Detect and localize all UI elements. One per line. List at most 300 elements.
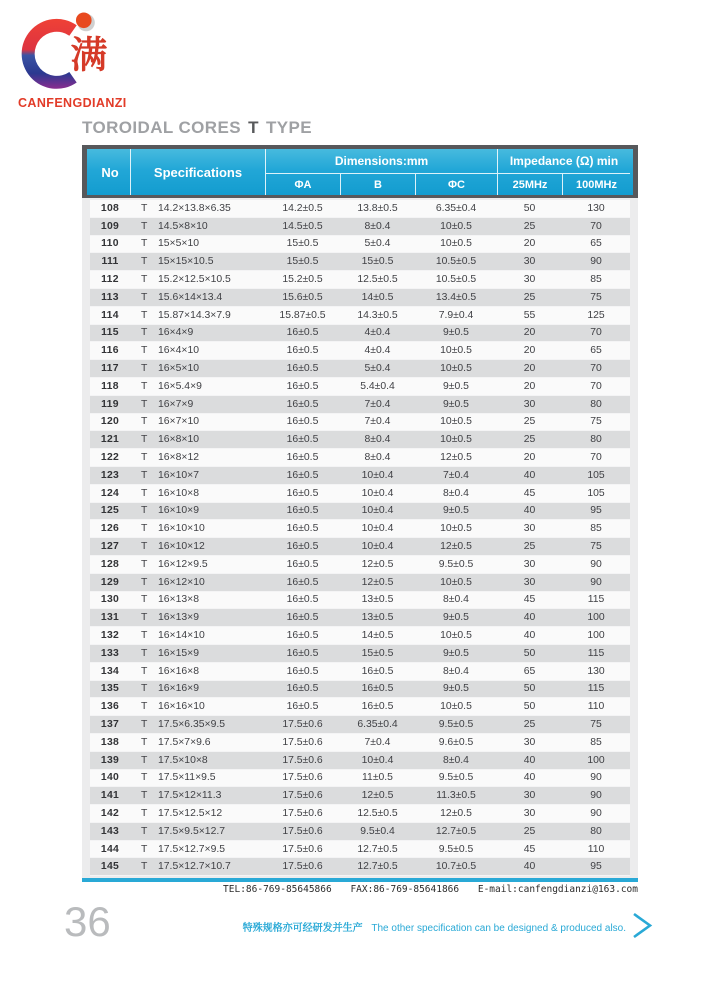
cell-phi-a: 16±0.5 (286, 469, 319, 481)
cell-b: 7±0.4 (364, 416, 391, 428)
cell-100mhz: 75 (590, 719, 602, 730)
cell-100mhz: 125 (587, 309, 605, 321)
cell-b: 12.5±0.5 (357, 807, 398, 819)
cell-spec (130, 701, 265, 712)
cell-phi-a: 16±0.5 (286, 363, 319, 375)
cell-no: 140 (100, 772, 120, 784)
cell-spec (130, 416, 265, 427)
cell-phi-c: 11.3±0.5 (436, 790, 476, 802)
cell-spec (130, 327, 265, 338)
cell-100mhz: 85 (590, 523, 602, 535)
cell-phi-a: 15.2±0.5 (282, 274, 323, 286)
cell-spec (130, 790, 265, 801)
cell-b: 10±0.4 (361, 541, 394, 553)
cell-phi-a: 16±0.5 (286, 701, 319, 713)
header-group-dimensions: Dimensions:mm (265, 149, 497, 173)
cell-b: 13±0.5 (361, 594, 394, 606)
cell-spec (130, 577, 265, 588)
table-row (90, 609, 630, 627)
cell-b: 16±0.5 (361, 701, 394, 713)
cell-spec (130, 399, 265, 410)
cell-b: 8±0.4 (364, 220, 391, 232)
spec-size: 16×8×10 (158, 434, 200, 446)
spec-prefix: T (141, 843, 148, 855)
title-t: T (248, 118, 259, 137)
cell-phi-a: 16±0.5 (286, 647, 319, 659)
cell-phi-a: 16±0.5 (286, 594, 319, 606)
cell-b: 14±0.5 (361, 630, 394, 642)
cell-phi-a: 16±0.5 (286, 505, 319, 517)
cell-25mhz: 30 (523, 790, 536, 802)
table-row (90, 218, 630, 236)
spec-size: 14.5×8×10 (158, 220, 208, 232)
table-row (90, 841, 630, 859)
cell-phi-a: 17.5±0.6 (282, 861, 323, 873)
cell-100mhz: 115 (587, 683, 605, 695)
cell-spec (130, 755, 265, 766)
table-row (90, 342, 630, 360)
cell-25mhz: 50 (523, 683, 536, 695)
cell-25mhz: 25 (523, 416, 536, 428)
header-cell-phi-c: ΦC (415, 173, 497, 195)
cell-no: 119 (101, 398, 119, 410)
cell-no: 109 (100, 220, 120, 232)
cell-phi-a: 17.5±0.6 (282, 772, 323, 784)
cell-no: 110 (101, 238, 119, 250)
table-row (90, 574, 630, 592)
cell-b: 5±0.4 (364, 363, 391, 375)
cell-b: 14.3±0.5 (357, 309, 398, 321)
table-row (90, 289, 630, 307)
table-row (90, 503, 630, 521)
cell-b: 5.4±0.4 (360, 380, 395, 392)
table-row (90, 663, 630, 681)
cell-no: 139 (100, 754, 120, 766)
cell-phi-c: 10±0.5 (440, 220, 472, 232)
cell-25mhz: 30 (523, 398, 536, 410)
cell-no: 108 (100, 202, 120, 214)
cell-phi-a: 16±0.5 (286, 327, 319, 339)
cell-no: 129 (100, 576, 120, 588)
crescent-logo-icon (18, 6, 110, 98)
cell-spec (130, 203, 265, 214)
spec-prefix: T (141, 772, 148, 784)
cell-no: 121 (100, 434, 120, 446)
cell-phi-c: 13.4±0.5 (435, 291, 477, 303)
table-row (90, 307, 630, 325)
cell-phi-a: 16±0.5 (286, 683, 319, 695)
spec-prefix: T (141, 220, 148, 232)
cell-25mhz: 50 (523, 647, 536, 659)
spec-size: 16×4×10 (158, 345, 200, 357)
cell-phi-a: 16±0.5 (286, 665, 319, 677)
cell-phi-c: 10±0.5 (440, 630, 472, 642)
cell-phi-a: 17.5±0.6 (282, 790, 323, 802)
cell-phi-a: 17.5±0.6 (282, 719, 323, 730)
table-row (90, 520, 630, 538)
cell-25mhz: 25 (523, 434, 536, 446)
table-row (90, 858, 630, 876)
spec-prefix: T (141, 558, 148, 570)
table-row (90, 271, 630, 289)
cell-no: 111 (101, 256, 119, 268)
cell-b: 7±0.4 (364, 736, 391, 748)
spec-size: 15.6×14×13.4 (158, 291, 223, 303)
cell-25mhz: 30 (523, 558, 536, 570)
cell-spec (130, 363, 265, 374)
cell-100mhz: 130 (587, 202, 605, 214)
cell-phi-a: 16±0.5 (286, 487, 319, 499)
cell-25mhz: 40 (523, 505, 536, 517)
footnote (243, 919, 626, 934)
cell-spec (130, 470, 265, 481)
cell-spec (130, 381, 265, 392)
cell-no: 120 (100, 416, 120, 428)
cell-phi-a: 16±0.5 (286, 541, 319, 553)
cell-spec (130, 238, 265, 249)
cell-25mhz: 20 (523, 238, 536, 250)
cell-100mhz: 90 (590, 772, 602, 784)
cell-100mhz: 65 (590, 238, 602, 250)
cell-no: 144 (100, 843, 120, 855)
cell-25mhz: 40 (523, 861, 536, 873)
cell-spec (130, 630, 265, 641)
cell-phi-c: 10±0.5 (440, 345, 472, 357)
cell-no: 115 (101, 327, 119, 339)
spec-size: 16×10×9 (158, 505, 200, 517)
cell-no: 145 (100, 861, 120, 873)
cell-no: 113 (101, 291, 119, 303)
cell-100mhz: 80 (590, 825, 602, 837)
cell-25mhz: 30 (523, 807, 536, 819)
cell-100mhz: 75 (590, 291, 602, 303)
cell-phi-a: 15.87±0.5 (279, 309, 326, 321)
table-row (90, 449, 630, 467)
spec-size: 17.5×10×8 (158, 754, 208, 766)
cell-b: 16±0.5 (361, 683, 394, 695)
cell-b: 4±0.4 (364, 327, 391, 339)
spec-size: 15×15×10.5 (158, 256, 214, 268)
spec-size: 17.5×12.7×10.7 (158, 861, 231, 873)
cell-phi-a: 17.5±0.6 (282, 843, 323, 855)
cell-phi-a: 16±0.5 (286, 452, 319, 464)
spec-size: 17.5×11×9.5 (158, 772, 216, 784)
spec-prefix: T (141, 683, 148, 695)
spec-size: 14.2×13.8×6.35 (158, 202, 231, 214)
cell-phi-a: 17.5±0.6 (282, 736, 323, 748)
cell-spec (130, 434, 265, 445)
spec-size: 16×16×9 (158, 683, 200, 695)
cell-100mhz: 70 (590, 452, 602, 464)
cell-phi-c: 10.7±0.5 (435, 861, 477, 873)
table-row (90, 467, 630, 485)
cell-phi-c: 8±0.4 (443, 665, 469, 677)
cell-b: 10±0.4 (361, 487, 394, 499)
cell-b: 12±0.5 (361, 576, 394, 588)
cell-spec (130, 274, 265, 285)
table-row (90, 787, 630, 805)
spec-size: 16×10×8 (158, 487, 200, 499)
spec-prefix: T (141, 238, 148, 250)
cell-b: 6.35±0.4 (357, 719, 398, 730)
cell-100mhz: 65 (590, 345, 602, 357)
spec-prefix: T (141, 719, 148, 730)
cell-b: 15±0.5 (361, 647, 394, 659)
page-number: 36 (64, 898, 111, 945)
cell-spec (130, 292, 265, 303)
spec-size: 16×8×12 (158, 452, 200, 464)
cell-100mhz: 90 (590, 576, 602, 588)
cell-b: 12.5±0.5 (357, 274, 398, 286)
cell-phi-c: 9±0.5 (443, 398, 469, 410)
spec-prefix: T (141, 345, 148, 357)
cell-100mhz: 115 (587, 647, 605, 659)
table-row (90, 592, 630, 610)
cell-100mhz: 105 (587, 469, 605, 481)
cell-spec (130, 452, 265, 463)
cell-25mhz: 30 (523, 274, 536, 286)
cell-25mhz: 45 (523, 594, 536, 606)
cell-phi-c: 12±0.5 (440, 452, 472, 464)
cell-no: 127 (100, 541, 120, 553)
table-row (90, 627, 630, 645)
table-row (90, 396, 630, 414)
spec-prefix: T (141, 291, 148, 303)
table-row (90, 253, 630, 271)
spec-prefix: T (141, 416, 148, 428)
cell-phi-c: 7.9±0.4 (438, 309, 474, 321)
contact-tel: TEL:86-769-85645866 (223, 884, 332, 895)
cell-25mhz: 65 (523, 665, 536, 677)
cell-100mhz: 115 (587, 594, 605, 606)
chevron-right-icon (631, 911, 655, 941)
spec-prefix: T (141, 594, 148, 606)
cell-b: 12±0.5 (361, 790, 394, 802)
table-row (90, 431, 630, 449)
cell-no: 136 (100, 701, 120, 713)
cell-100mhz: 90 (590, 256, 602, 268)
table-body (82, 198, 638, 878)
spec-prefix: T (141, 202, 148, 214)
table-row (90, 538, 630, 556)
table-header (82, 145, 638, 198)
footnote-chinese: 特殊规格亦可经研发并生产 (242, 923, 363, 934)
cell-100mhz: 110 (587, 701, 605, 713)
cell-spec (130, 523, 265, 534)
cell-25mhz: 25 (523, 719, 536, 730)
table-row (90, 770, 630, 788)
spec-size: 16×10×10 (158, 523, 205, 535)
cell-b: 12.7±0.5 (357, 843, 398, 855)
cell-no: 112 (101, 274, 119, 286)
cell-phi-a: 14.5±0.5 (282, 220, 323, 232)
cell-phi-c: 10.5±0.5 (435, 256, 477, 268)
cell-spec (130, 221, 265, 232)
cell-25mhz: 30 (523, 256, 536, 268)
cell-25mhz: 40 (523, 469, 536, 481)
spec-prefix: T (141, 309, 148, 321)
cell-phi-a: 16±0.5 (286, 345, 319, 357)
cell-phi-a: 15±0.5 (286, 256, 319, 268)
table-row (90, 823, 630, 841)
cell-25mhz: 20 (523, 380, 536, 392)
cell-spec (130, 310, 265, 321)
cell-no: 125 (100, 505, 120, 517)
spec-prefix: T (141, 754, 148, 766)
spec-table (82, 145, 638, 882)
spec-size: 17.5×12×11.3 (158, 790, 222, 802)
spec-prefix: T (141, 380, 148, 392)
table-row (90, 734, 630, 752)
cell-phi-c: 10±0.5 (440, 576, 472, 588)
cell-25mhz: 45 (523, 843, 536, 855)
spec-size: 16×5.4×9 (158, 380, 202, 392)
table-row (90, 556, 630, 574)
cell-phi-c: 9±0.5 (443, 683, 469, 695)
spec-size: 17.5×9.5×12.7 (158, 825, 226, 837)
cell-100mhz: 90 (590, 558, 602, 570)
cell-phi-c: 8±0.4 (443, 754, 469, 766)
cell-phi-c: 9.5±0.5 (438, 772, 474, 784)
spec-size: 17.5×12.5×12 (158, 807, 223, 819)
cell-b: 15±0.5 (361, 256, 394, 268)
spec-prefix: T (141, 701, 148, 713)
cell-spec (130, 826, 265, 837)
cell-100mhz: 70 (590, 363, 602, 375)
cell-no: 131 (100, 612, 120, 624)
table-row (90, 716, 630, 734)
cell-25mhz: 20 (523, 345, 536, 357)
brand-name: CANFENGDIANZI (18, 96, 127, 110)
cell-b: 10±0.4 (361, 523, 394, 535)
spec-prefix: T (141, 861, 148, 873)
cell-phi-a: 17.5±0.6 (282, 807, 323, 819)
cell-no: 133 (100, 647, 120, 659)
cell-no: 123 (100, 469, 120, 481)
cell-b: 10±0.4 (361, 469, 394, 481)
cell-no: 135 (100, 683, 120, 695)
company-logo (18, 6, 138, 110)
cell-no: 117 (101, 363, 119, 375)
cell-25mhz: 30 (523, 523, 536, 535)
cell-no: 118 (101, 380, 119, 392)
cell-phi-c: 10±0.5 (440, 434, 472, 446)
spec-prefix: T (141, 398, 148, 410)
cell-phi-a: 16±0.5 (286, 576, 319, 588)
cell-100mhz: 80 (590, 434, 602, 446)
cell-phi-a: 16±0.5 (286, 630, 319, 642)
spec-size: 16×16×8 (158, 665, 200, 677)
table-row (90, 200, 630, 218)
spec-prefix: T (141, 452, 148, 464)
cell-25mhz: 55 (523, 309, 536, 321)
cell-100mhz: 75 (590, 416, 602, 428)
cell-25mhz: 20 (523, 363, 536, 375)
cell-phi-a: 16±0.5 (286, 434, 319, 446)
cell-phi-c: 9.5±0.5 (438, 558, 474, 570)
cell-phi-c: 10±0.5 (440, 363, 472, 375)
cell-phi-c: 9±0.5 (443, 505, 469, 517)
table-row (90, 485, 630, 503)
cell-25mhz: 25 (523, 825, 536, 837)
cell-25mhz: 50 (523, 701, 536, 713)
cell-b: 10±0.4 (361, 754, 394, 766)
cell-phi-a: 15.6±0.5 (282, 291, 323, 303)
cell-25mhz: 30 (523, 736, 536, 748)
cell-phi-c: 8±0.4 (443, 594, 469, 606)
cell-phi-a: 16±0.5 (286, 398, 319, 410)
cell-25mhz: 40 (523, 772, 536, 784)
cell-25mhz: 25 (523, 541, 536, 553)
spec-size: 16×10×12 (158, 541, 205, 553)
cell-100mhz: 110 (587, 843, 605, 855)
header-cell-specifications: Specifications (130, 149, 265, 195)
cell-phi-a: 16±0.5 (286, 612, 319, 624)
cell-25mhz: 40 (523, 612, 536, 624)
spec-size: 16×10×7 (158, 469, 200, 481)
header-cell-phi-a: ΦA (265, 173, 340, 195)
cell-phi-c: 7±0.4 (443, 469, 469, 481)
cell-spec (130, 648, 265, 659)
cell-phi-a: 17.5±0.6 (282, 825, 323, 837)
cell-phi-a: 17.5±0.6 (282, 754, 323, 766)
logo-symbol-char: 满 (70, 34, 108, 76)
header-cell-100mhz: 100MHz (562, 173, 630, 195)
cell-no: 134 (100, 665, 120, 677)
spec-prefix: T (141, 790, 148, 802)
spec-size: 16×13×9 (158, 612, 200, 624)
table-bottom-accent-bar (82, 878, 638, 882)
spec-prefix: T (141, 647, 148, 659)
page-title (82, 118, 312, 138)
spec-prefix: T (141, 807, 148, 819)
cell-b: 11±0.5 (362, 772, 393, 784)
cell-100mhz: 70 (590, 220, 602, 232)
title-type: TYPE (265, 118, 312, 137)
cell-phi-c: 10±0.5 (440, 416, 472, 428)
cell-25mhz: 20 (523, 452, 536, 464)
spec-prefix: T (141, 825, 148, 837)
title-main: TOROIDAL CORES (82, 118, 241, 137)
spec-prefix: T (141, 630, 148, 642)
spec-size: 17.5×12.7×9.5 (158, 843, 226, 855)
cell-25mhz: 40 (523, 754, 536, 766)
spec-prefix: T (141, 576, 148, 588)
cell-phi-c: 10±0.5 (440, 701, 472, 713)
cell-b: 9.5±0.4 (360, 825, 395, 837)
cell-spec (130, 559, 265, 570)
cell-100mhz: 90 (590, 790, 602, 802)
spec-size: 16×12×9.5 (158, 558, 208, 570)
spec-prefix: T (141, 327, 148, 339)
spec-size: 16×13×8 (158, 594, 200, 606)
table-row (90, 360, 630, 378)
cell-spec (130, 594, 265, 605)
cell-b: 10±0.4 (361, 505, 394, 517)
cell-no: 114 (101, 309, 119, 321)
cell-b: 8±0.4 (364, 434, 391, 446)
cell-phi-c: 9.5±0.5 (438, 843, 474, 855)
cell-phi-c: 10±0.5 (440, 523, 472, 535)
cell-phi-c: 6.35±0.4 (435, 202, 477, 214)
spec-prefix: T (141, 434, 148, 446)
cell-phi-a: 16±0.5 (286, 380, 319, 392)
table-row (90, 698, 630, 716)
cell-no: 141 (100, 790, 120, 802)
spec-size: 16×7×9 (158, 398, 194, 410)
table-row (90, 752, 630, 770)
spec-size: 16×5×10 (158, 363, 200, 375)
